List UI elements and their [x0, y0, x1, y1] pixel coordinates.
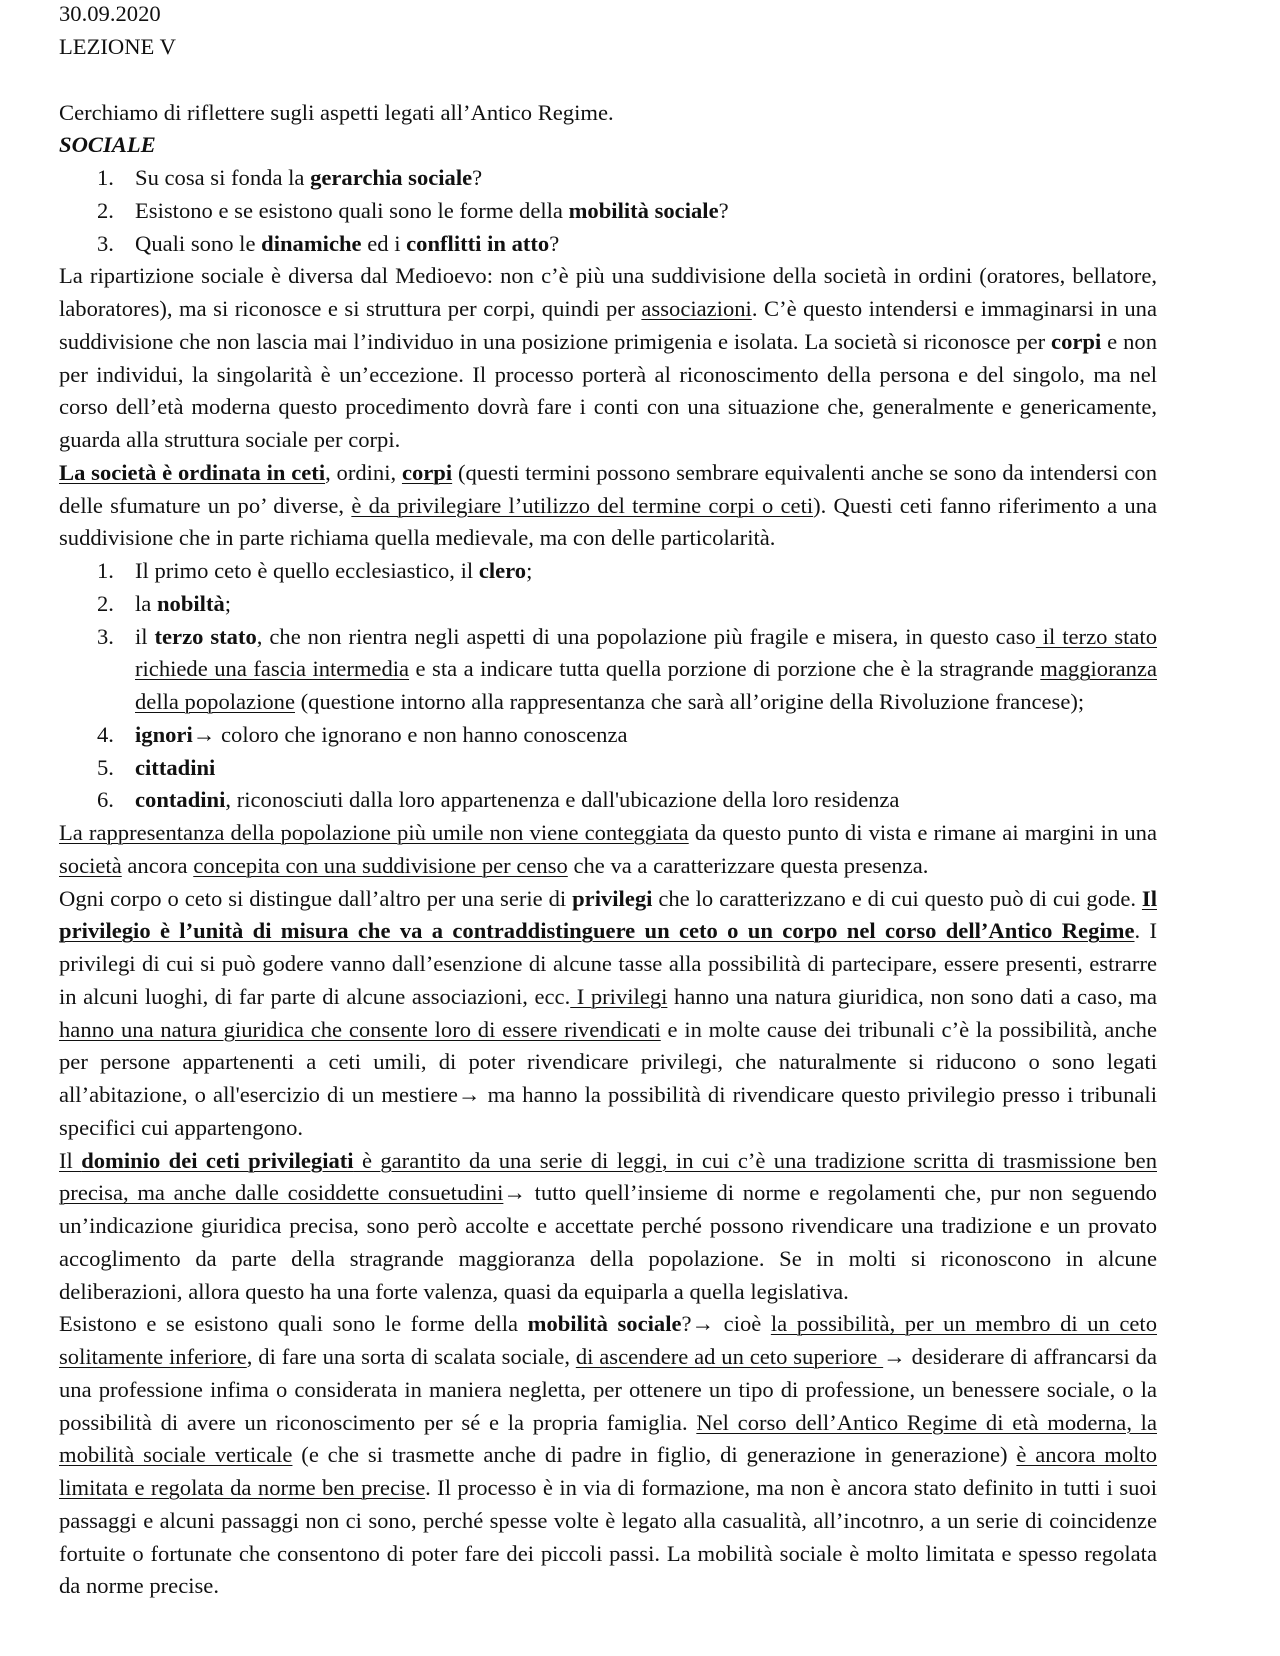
lesson-title: LEZIONE V — [59, 33, 176, 59]
paragraph-ceti: La società è ordinata in ceti, ordini, corpi (questi termini possono sembrare equivalenti anche se sono da intendersi con delle sfumature un po’ diverse, è da privilegiare l’utilizzo del termine corpi o ceti). Questi ceti fanno riferimento a una suddivisione che in parte richiama quella medievale, ma con delle particolarità. — [59, 459, 1157, 551]
paragraph-mobilita: Esistono e se esistono quali sono le forme della mobilità sociale?→ cioè la possibilità, per un membro di un ceto solitamente inferiore, di fare una sorta di scalata sociale, di ascendere ad un ceto superiore → desiderare di affrancarsi da una professione infima o considerata in maniera negletta, per ottenere un tipo di professione, un benessere sociale, o la possibilità di avere un riconoscimento per sé e la propria famiglia. Nel corso dell’Antico Regime di età moderna, la mobilità sociale verticale (e che si trasmette anche di padre in figlio, di generazione in generazione) è ancora molto limitata e regolata da norme ben precise. Il processo è in via di formazione, ma non è ancora stato definito in tutti i suoi passaggi e alcuni passaggi non ci sono, perché spesse volte è legato alla casualità, all’incotnro, a un serie di coincidenze fortuite o fortunate che consentono di poter fare dei piccoli passi. La mobilità sociale è molto limitata e spesso regolata da norme precise. — [59, 1311, 1158, 1599]
paragraph-privilegi: Ogni corpo o ceto si distingue dall’altro per una serie di privilegi che lo caratterizzano e di cui questo può di cui gode. Il privilegio è l’unità di misura che va a contraddistinguere un ceto o un corpo nel corso dell’Antico Regime. I privilegi di cui si può godere vanno dall’esenzione di alcune tasse alla possibilità di partecipare, essere presenti, estrarre in alcuni luoghi, di far parte di alcune associazioni, ecc. I privilegi hanno una natura giuridica, non sono dati a caso, ma hanno una natura giuridica che consente loro di essere rivendicati e in molte cause dei tribunali c’è la possibilità, anche per persone appartenenti a ceti umili, di poter rivendicare privilegi, che naturalmente si riducono o sono legati all’abitazione, o all'esercizio di un mestiere→ ma hanno la possibilità di rivendicare questo privilegio presso i tribunali specifici cui appartengono. — [59, 885, 1157, 1140]
section-title: SOCIALE — [59, 132, 156, 158]
list-item: 2. la nobiltà; — [97, 590, 232, 616]
paragraph-dominio: Il dominio dei ceti privilegiati è garantito da una serie di leggi, in cui c’è una tradizione scritta di trasmissione ben precisa, ma anche dalle cosiddette consuetudini→ tutto quell’insieme di norme e regolamenti che, pur non seguendo un’indicazione giuridica precisa, sono però accolte e accettate perché possono rivendicare una tradizione e un provato accoglimento da parte della stragrande maggioranza della popolazione. Se in molti si riconoscono in alcune deliberazioni, allora questo ha una forte valenza, quasi da equiparla a quella legislativa. — [59, 1147, 1157, 1304]
lesson-date: 30.09.2020 — [59, 1, 161, 26]
list-item: 4. ignori→ coloro che ignorano e non hanno conoscenza — [97, 721, 628, 747]
list-item: 5. cittadini — [97, 754, 216, 780]
list-item: 1. Su cosa si fonda la gerarchia sociale? — [97, 165, 483, 190]
paragraph-rappresentanza: La rappresentanza della popolazione più umile non viene conteggiata da questo punto di vista e rimane ai margini in una società ancora concepita con una suddivisione per censo che va a caratterizzare questa presenza. — [59, 820, 1157, 878]
intro-line: Cerchiamo di riflettere sugli aspetti legati all’Antico Regime. — [59, 99, 614, 125]
questions-list — [59, 162, 1157, 260]
list-item: 6. contadini, riconosciuti dalla loro appartenenza e dall'ubicazione della loro residenza — [97, 787, 900, 813]
blank-line — [59, 64, 1157, 97]
ceti-list — [59, 555, 1157, 817]
list-item: 1. Il primo ceto è quello ecclesiastico, il clero; — [97, 558, 533, 583]
list-item: 2. Esistono e se esistono quali sono le forme della mobilità sociale? — [97, 197, 729, 223]
list-item: 3. Quali sono le dinamiche ed i conflitti in atto? — [97, 230, 560, 256]
list-item: 3. il terzo stato, che non rientra negli aspetti di una popolazione più fragile e misera, in questo caso il terzo stato richiede una fascia intermedia e sta a indicare tutta quella porzione di porzione che è la stragrande maggioranza della popolazione (questione intorno alla rappresentanza che sarà all’origine della Rivoluzione francese); — [97, 623, 1158, 714]
paragraph-ripartizione: La ripartizione sociale è diversa dal Medioevo: non c’è più una suddivisione della società in ordini (oratores, bellatore, laboratores), ma si riconosce e si struttura per corpi, quindi per associazioni. C’è questo intendersi e immaginarsi in una suddivisione che non lascia mai l’individuo in una posizione primigenia e isolata. La società si riconosce per corpi e non per individui, la singolarità è un’eccezione. Il processo porterà al riconoscimento della persona e del singolo, ma nel corso dell’età moderna questo procedimento dovrà fare i conti con una situazione che, generalmente e genericamente, guarda alla struttura sociale per corpi. — [59, 263, 1157, 452]
